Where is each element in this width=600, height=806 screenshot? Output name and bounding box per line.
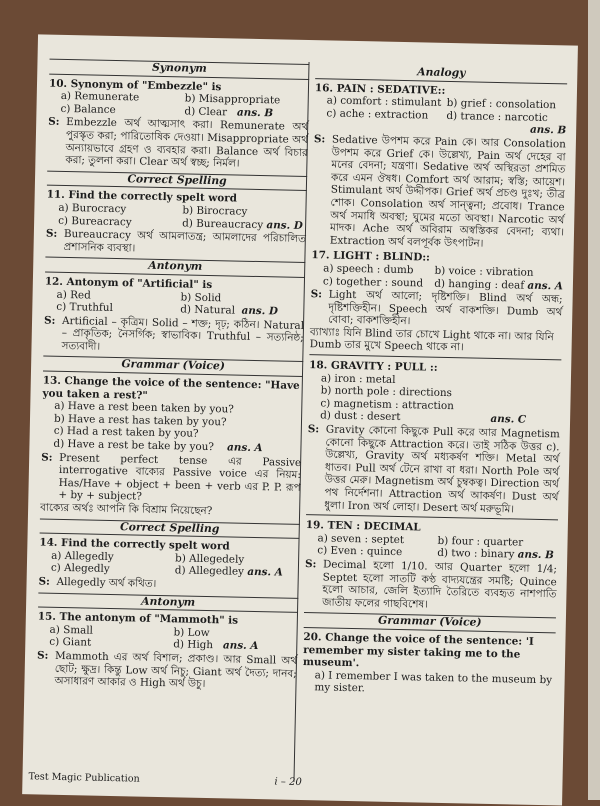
option-d: d) dust : desert ans. C bbox=[320, 409, 527, 427]
section-title-antonym: Antonym bbox=[45, 257, 305, 278]
question-18 bbox=[306, 354, 561, 516]
option-d: d) Bureaucracy ans. D bbox=[182, 216, 303, 232]
options bbox=[314, 94, 566, 124]
option-a: a) Have a rest been taken by you? bbox=[54, 400, 234, 416]
question-11 bbox=[45, 189, 306, 258]
option-c: c) together : sound bbox=[322, 274, 424, 289]
option-a: a) I remember I was taken to the museum by my sister. bbox=[314, 668, 553, 695]
option-d: d) High ans. A bbox=[173, 638, 259, 653]
question-text: 12. Antonym of "Artificial" is bbox=[44, 275, 213, 291]
answer: ans. B bbox=[517, 548, 554, 562]
option-d: d) hanging : deaf ans. A bbox=[434, 277, 564, 292]
solution: S: Light অর্থ আলো; দৃষ্টিশক্তি। Blind অর্থ অন্ধ; দৃষ্টিশক্তিহীন। Speech অর্থ বাকশক্তি। Dumb অর্থ বোবা; বাকশক্তিহীন। bbox=[310, 288, 563, 328]
question-text: 11. Find the correctly spelt word bbox=[46, 188, 238, 205]
publisher-footer: Test Magic Publication bbox=[28, 771, 140, 785]
option-d: d) Allegedley ans. A bbox=[174, 564, 283, 579]
right-column bbox=[302, 60, 567, 699]
section-title-antonym: Antonym bbox=[38, 592, 298, 613]
question-text: 10. Synonym of "Embezzle" is bbox=[48, 77, 222, 93]
answer: ans. A bbox=[527, 279, 564, 292]
left-column bbox=[36, 55, 309, 693]
answer: ans. A bbox=[247, 566, 283, 579]
solution: S: Present perfect tense এর Passive interrogative বাক্যের Passive voice এর নিয়ম: Has/Have + object + been + verb এর P. P. রূপ + by + subject? bbox=[41, 451, 302, 504]
solution: S: Bureaucracy অর্থ আমলাতন্ত্র; আমলাদের পরিচালিত প্রশাসনিক ব্যবস্থা। bbox=[45, 227, 306, 255]
option-b: b) Solid bbox=[180, 290, 222, 304]
option-b: b) Have a rest has taken by you? bbox=[53, 412, 227, 429]
solution: S: Decimal হলো 1/10. আর Quarter হলো 1/4; Septet হলো সাতটি কণ্ঠ বাদ্যযন্ত্রের সমষ্টি; Quince হলো আচার, জেলি ইত্যাদি তৈরিতে ব্যবহৃত নাশপাতি জাতীয় ফলের গাছবিশেষ। bbox=[304, 558, 558, 611]
question-12 bbox=[43, 275, 305, 357]
option-c: c) Alegedly bbox=[50, 562, 110, 576]
answer: ans. D bbox=[241, 304, 279, 318]
answer: ans. B bbox=[236, 106, 274, 120]
question-text: 16. PAIN : SEDATIVE:: bbox=[314, 81, 446, 97]
question-text: 18. GRAVITY : PULL :: bbox=[309, 359, 438, 374]
solution: S: Sedative উপশম করে Pain কে। আর Consolation উপশম করে Grief কে। উল্লেখ্য, Pain অর্থ দেহের বা মনের বেদনা; যন্ত্রণা। Sedative অর্থ অস্থিরতা প্রশমিত করে এমন ঔষধ। Comfort অর্থ আরাম; স্বস্তি; আয়েশ। Stimulant অর্থ উদ্দীপক। Grief অর্থ প্রচণ্ড দুঃখ; তীব্র শোক। Consolation অর্থ সান্ত্বনা; প্রবোধ। Trance অর্থ সমাধি অবস্থা; ঘুমের মতো অবস্থা। Narcotic অর্থ মাদক। Ache অর্থ অবিরাম অস্বস্তিকর বেদনা; ব্যথা। Extraction অর্থ বলপূর্বক উৎপাটন। bbox=[313, 133, 566, 250]
option-a: a) Allegedly bbox=[51, 549, 114, 563]
question-text: 20. Change the voice of the sentence: 'I remember my sister taking me to the museum'. bbox=[302, 630, 534, 670]
book-page bbox=[22, 34, 578, 805]
option-d: d) Have a rest be take by you? ans. A bbox=[53, 437, 263, 455]
option-b: b) four : quarter bbox=[437, 534, 524, 549]
option-c: c) Giant bbox=[49, 636, 92, 649]
options bbox=[41, 400, 302, 456]
solution-explanation: ব্যাখ্যাঃ যিনি Blind তার চোখে Light থাকে না। আর যিনি Dumb তার মুখে Speech থাকে না। bbox=[309, 325, 554, 354]
option-c: c) Truthful bbox=[56, 300, 113, 315]
option-a: a) Small bbox=[49, 623, 94, 637]
answer: ans. D bbox=[266, 218, 303, 232]
question-text: 14. Find the correctly spelt word bbox=[39, 536, 230, 553]
section-title-grammar: Grammar (Voice) bbox=[304, 612, 556, 633]
question-15 bbox=[36, 611, 298, 693]
options bbox=[302, 669, 554, 699]
answer: ans. A bbox=[222, 639, 259, 653]
options bbox=[308, 372, 561, 428]
option-b: b) Misappropriate bbox=[184, 92, 281, 107]
page-number: i – 20 bbox=[274, 776, 302, 789]
answer: ans. C bbox=[490, 413, 527, 427]
option-a: a) iron : metal bbox=[320, 372, 396, 386]
options bbox=[311, 262, 563, 292]
section-title-grammar: Grammar (Voice) bbox=[43, 356, 303, 377]
option-c: c) Bureacracy bbox=[58, 214, 132, 228]
option-c: c) Balance bbox=[60, 102, 116, 116]
option-d: d) trance : narcotic bbox=[446, 109, 548, 124]
section-title-analogy: Analogy bbox=[315, 64, 567, 84]
option-a: a) comfort : stimulant bbox=[326, 94, 442, 109]
option-b: b) grief : consolation bbox=[446, 97, 557, 112]
options bbox=[305, 532, 557, 562]
question-16 bbox=[312, 82, 567, 252]
adjacent-page-edge bbox=[588, 0, 600, 800]
question-10 bbox=[47, 77, 309, 172]
option-a: a) Remunerate bbox=[60, 90, 140, 104]
option-a: a) Burocracy bbox=[58, 201, 127, 216]
option-a: a) seven : septet bbox=[317, 532, 405, 546]
question-text: 19. TEN : DECIMAL bbox=[305, 519, 421, 534]
option-b: b) voice : vibration bbox=[434, 264, 534, 279]
question-20 bbox=[302, 631, 555, 699]
option-d: d) Clear ans. B bbox=[184, 105, 274, 120]
option-b: b) Low bbox=[173, 626, 210, 639]
option-d: d) Natural ans. D bbox=[180, 303, 279, 318]
solution-meaning: বাক্যের অর্থঃ আপনি কি বিশ্রাম নিয়েছেন? bbox=[40, 501, 213, 518]
option-c: c) Had a rest taken by you? bbox=[53, 425, 199, 441]
solution: S: Artificial – কৃত্রিম। Solid – শক্ত; দৃঢ়; কঠিন। Natural – প্রাকৃতিক; নৈসর্গিক; স্বাভাবিক। Truthful – সত্যনিষ্ঠ; সত্যবাদী। bbox=[43, 314, 305, 353]
option-d: d) two : binary ans. B bbox=[437, 547, 554, 562]
option-c: c) ache : extraction bbox=[326, 107, 429, 122]
question-17 bbox=[309, 249, 563, 356]
solution: S: Embezzle অর্থ আত্মসাৎ করা। Remunerate অর্থ পুরস্কৃত করা; পারিতোষিক দেওয়া। Misappropriate অর্থ অন্যায়ভাবে গ্রহণ ও ব্যবহার করা। Balance অর্থ বিচার করা; তুলনা করা। Clear অর্থ স্বচ্ছ; নির্মল। bbox=[48, 115, 309, 170]
solution: S: Mammoth এর অর্থ বিশাল; প্রকাণ্ড। আর Small অর্থ ছোট; ক্ষুদ্র। কিন্তু Low অর্থ নিচু; Giant অর্থ দৈত্য; দানব; অসাধারণ আকার ও High অর্থ উচু। bbox=[36, 649, 298, 691]
question-13 bbox=[40, 375, 303, 520]
section-title-spelling: Correct Spelling bbox=[40, 518, 300, 539]
answer: ans. B bbox=[529, 124, 567, 137]
answer: ans. A bbox=[226, 441, 263, 455]
option-a: a) Red bbox=[56, 288, 91, 302]
option-c: c) magnetism : attraction bbox=[320, 397, 454, 412]
section-title-synonym: Synonym bbox=[49, 59, 309, 80]
option-b: b) Birocracy bbox=[182, 204, 248, 218]
question-14 bbox=[38, 537, 299, 594]
section-title-spelling: Correct Spelling bbox=[47, 170, 307, 191]
question-text: 13. Change the voice of the sentence: "Have you taken a rest?" bbox=[42, 374, 300, 402]
option-c: c) Even : quince bbox=[317, 544, 403, 559]
option-b: b) Allegedely bbox=[174, 552, 245, 566]
option-a: a) speech : dumb bbox=[323, 262, 414, 277]
question-19 bbox=[304, 514, 558, 613]
option-b: b) north pole : directions bbox=[320, 384, 453, 400]
solution: S: Gravity কোনো কিছুকে Pull করে আর Magnetism কোনো কিছুকে Attraction করে। তাই সঠিক উত্তর c). উল্লেখ্য, Gravity অর্থ মধ্যকর্ষণ শক্তি। Metal অর্থ ধাতব। Pull অর্থ টেনে রাখা বা ধরা। North Pole অর্থ উত্তর মেরু। Magnetism অর্থ চুম্বকত্ব। Direction অর্থ পথ নির্দেশনা। Attraction অর্থ আকর্ষণ। Dust অর্থ ধুলা। Iron অর্থ লোহা। Desert অর্থ মরুভূমি। bbox=[307, 423, 560, 516]
question-text: 15. The antonym of "Mammoth" is bbox=[37, 610, 239, 627]
solution: S: Allegedly অর্থ কথিত। bbox=[38, 575, 157, 590]
question-text: 17. LIGHT : BLIND:: bbox=[311, 249, 431, 264]
